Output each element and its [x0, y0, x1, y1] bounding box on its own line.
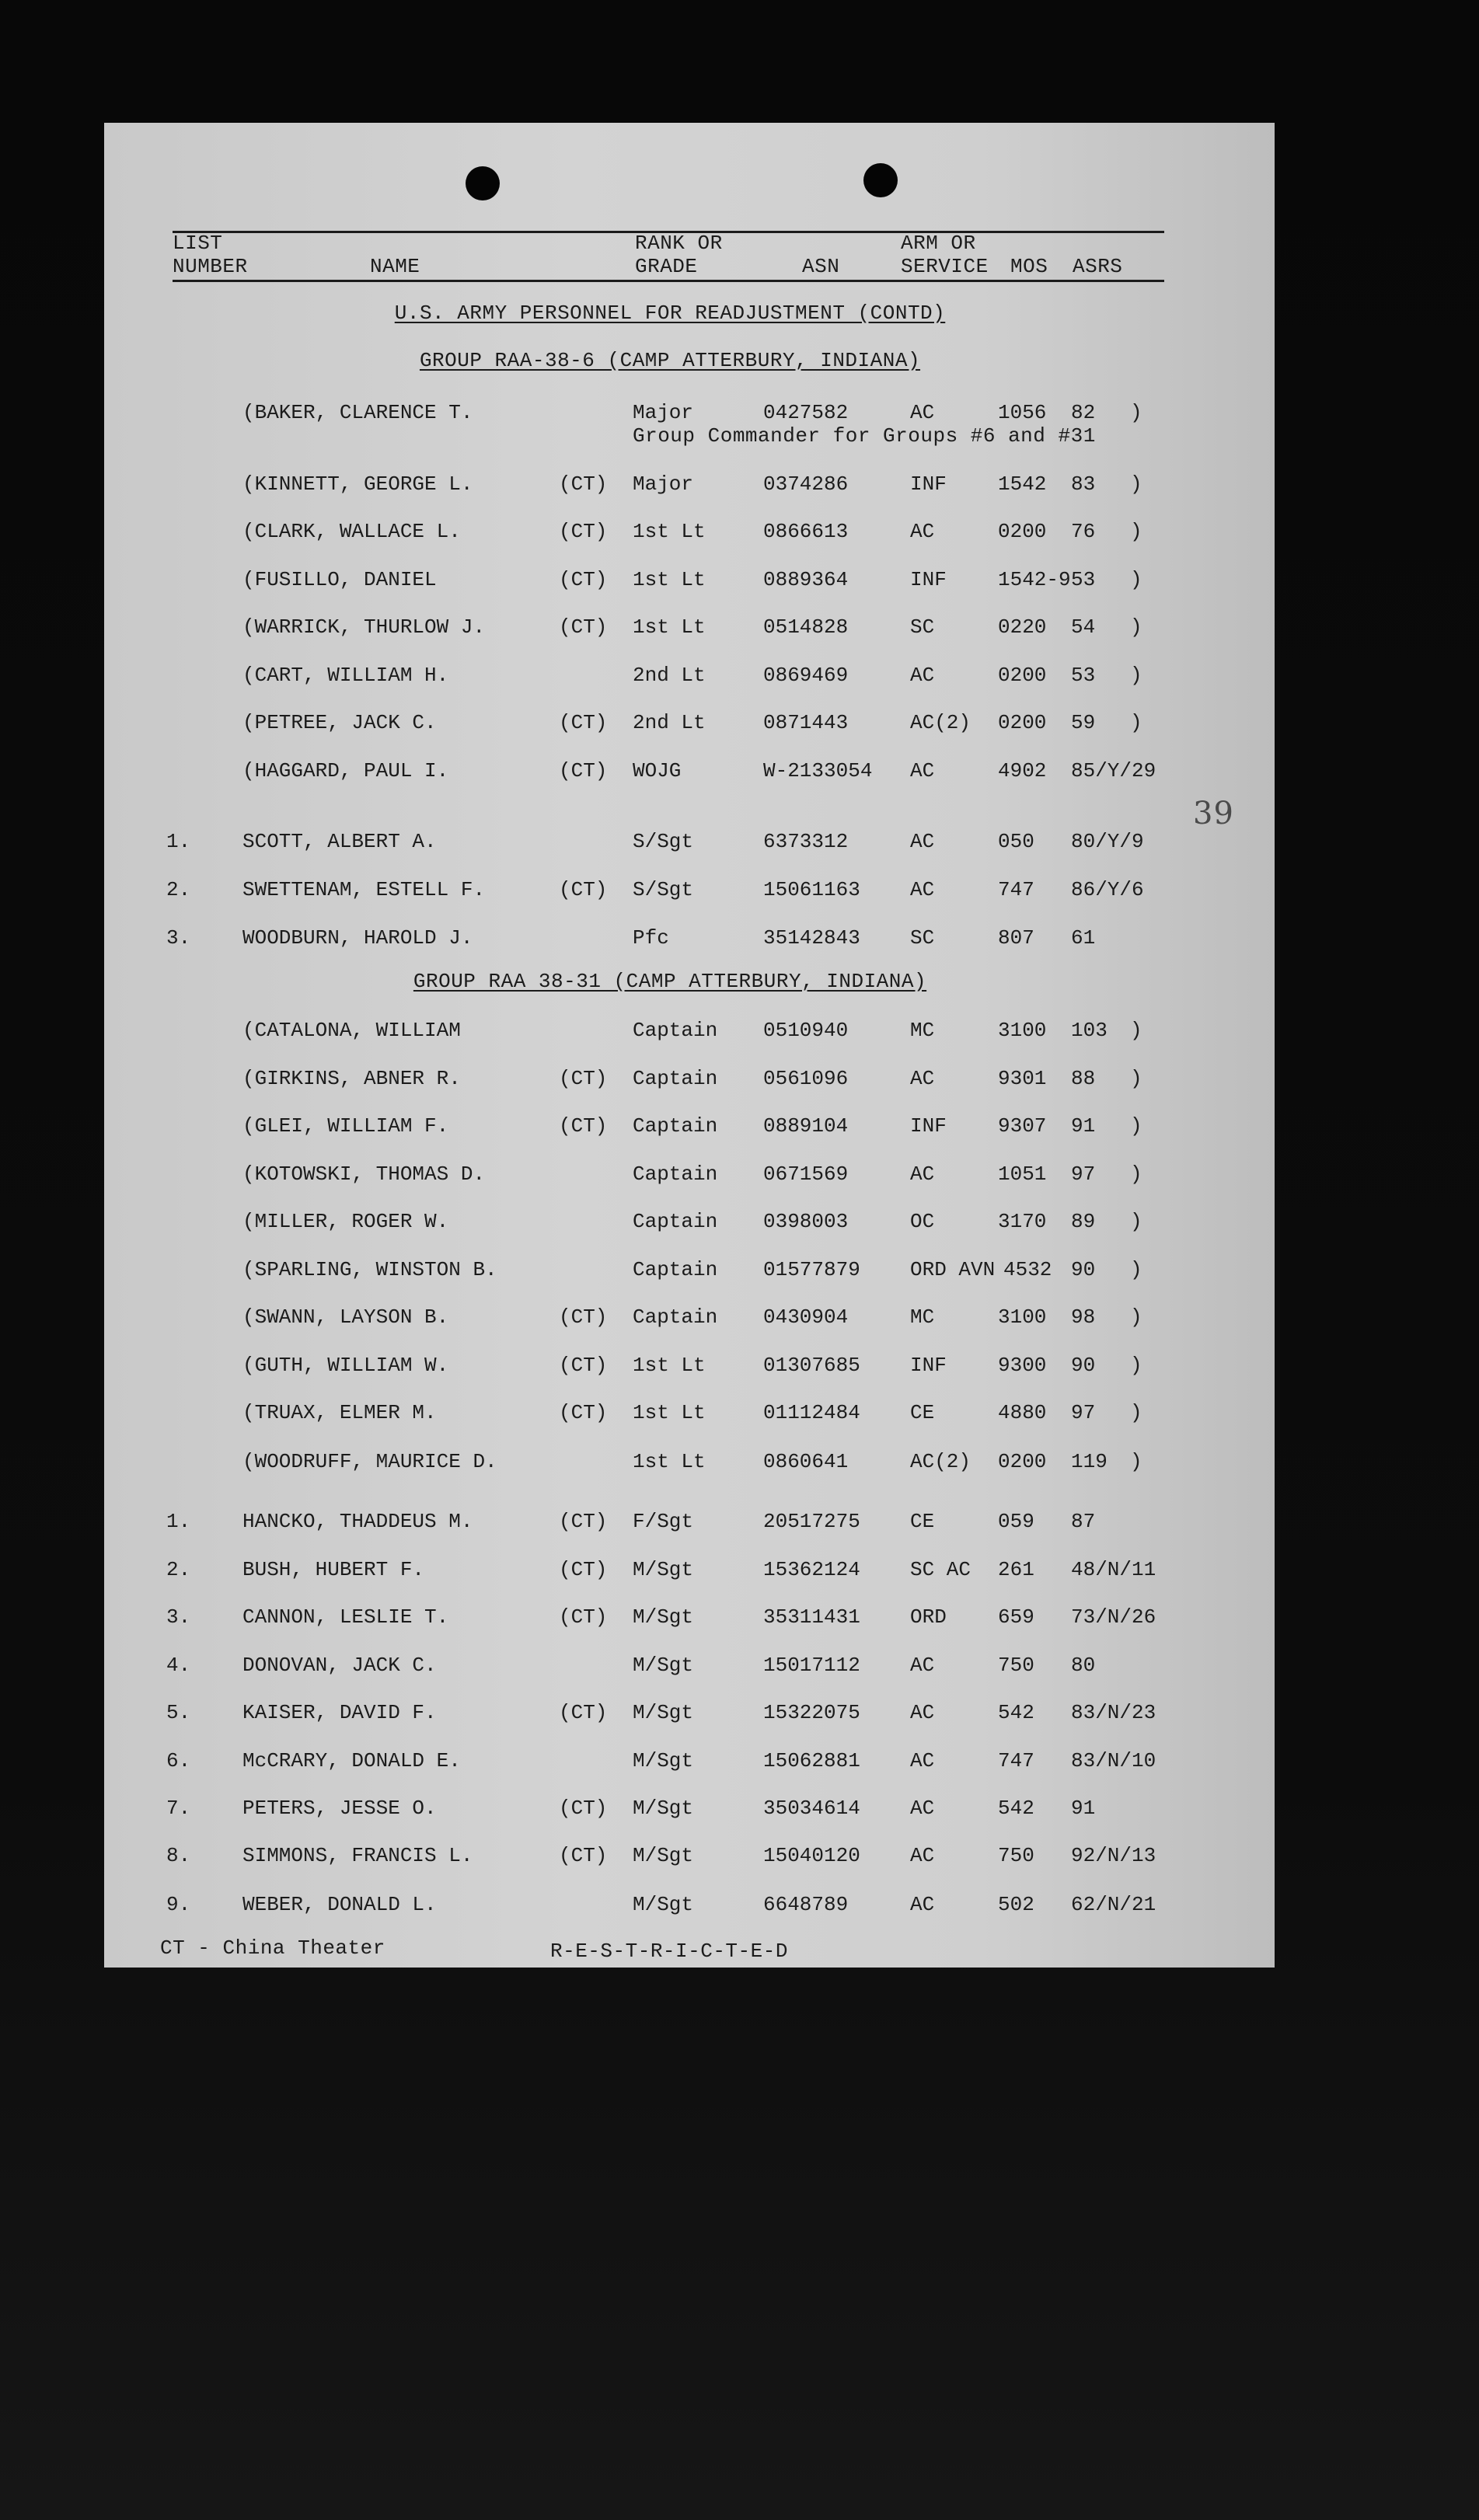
cell-rank: S/Sgt	[633, 878, 694, 901]
officer-row	[104, 1401, 1275, 1427]
cell-ct: (CT)	[559, 1605, 608, 1629]
cell-num: 2.	[166, 1558, 191, 1581]
cell-ct: (CT)	[559, 1558, 608, 1581]
cell-asn: 35142843	[763, 926, 860, 950]
cell-asrs: 92/N/13	[1071, 1844, 1156, 1867]
cell-rank: M/Sgt	[633, 1701, 694, 1724]
cell-asn: 0860641	[763, 1450, 849, 1473]
cell-arm: INF	[910, 472, 947, 496]
cell-ct: (CT)	[559, 711, 608, 734]
cell-mos: 0200	[998, 520, 1047, 543]
cell-close: )	[1130, 1450, 1142, 1473]
group-commander-note: Group Commander for Groups #6 and #31	[633, 424, 1096, 448]
cell-name: (BAKER, CLARENCE T.	[242, 401, 473, 424]
cell-rank: Major	[633, 472, 694, 496]
cell-ct: (CT)	[559, 878, 608, 901]
header-rank-1: RANK OR	[635, 232, 723, 255]
cell-asrs: 76	[1071, 520, 1096, 543]
cell-mos: 542	[998, 1701, 1034, 1724]
cell-mos: 9307	[998, 1114, 1047, 1138]
cell-rank: Captain	[633, 1067, 718, 1090]
cell-asrs: 119	[1071, 1450, 1108, 1473]
cell-rank: 1st Lt	[633, 615, 706, 639]
cell-asn: 01307685	[763, 1354, 860, 1377]
cell-name: (SWANN, LAYSON B.	[242, 1305, 449, 1329]
cell-rank: Captain	[633, 1114, 718, 1138]
cell-mos: 4532	[1003, 1258, 1052, 1281]
cell-name: (WARRICK, THURLOW J.	[242, 615, 486, 639]
cell-close: )	[1130, 1401, 1142, 1424]
cell-mos: 1051	[998, 1162, 1047, 1186]
officer-row	[104, 711, 1275, 737]
enlisted-row	[104, 1701, 1275, 1727]
cell-rank: 1st Lt	[633, 568, 706, 591]
cell-arm: AC	[910, 1654, 935, 1677]
cell-name: (CATALONA, WILLIAM	[242, 1019, 461, 1042]
cell-asn: W-2133054	[763, 759, 873, 782]
cell-arm: ORD AVN	[910, 1258, 996, 1281]
cell-asn: 0866613	[763, 520, 849, 543]
cell-ct: (CT)	[559, 1305, 608, 1329]
cell-asn: 0889364	[763, 568, 849, 591]
officer-row	[104, 1210, 1275, 1236]
cell-name: (MILLER, ROGER W.	[242, 1210, 449, 1233]
enlisted-row	[104, 1844, 1275, 1870]
cell-arm: INF	[910, 1114, 947, 1138]
officer-row	[104, 664, 1275, 690]
cell-name: SIMMONS, FRANCIS L.	[242, 1844, 473, 1867]
cell-num: 3.	[166, 1605, 191, 1629]
cell-arm: AC	[910, 1162, 935, 1186]
cell-rank: M/Sgt	[633, 1558, 694, 1581]
header-name: NAME	[370, 255, 420, 278]
cell-name: (FUSILLO, DANIEL	[242, 568, 437, 591]
cell-mos: 747	[998, 878, 1034, 901]
cell-close: )	[1130, 1067, 1142, 1090]
header-asrs: ASRS	[1073, 255, 1123, 278]
cell-asrs: 53	[1071, 664, 1096, 687]
cell-name: WEBER, DONALD L.	[242, 1893, 437, 1916]
cell-arm: INF	[910, 568, 947, 591]
officer-row	[104, 759, 1275, 786]
cell-close: )	[1130, 1210, 1142, 1233]
cell-asrs: 85/Y/29	[1071, 759, 1156, 782]
cell-ct: (CT)	[559, 568, 608, 591]
header-list-number-1: LIST	[173, 232, 223, 255]
cell-asn: 20517275	[763, 1510, 860, 1533]
cell-arm: CE	[910, 1510, 935, 1533]
cell-close: )	[1130, 1305, 1142, 1329]
cell-rank: Captain	[633, 1305, 718, 1329]
cell-ct: (CT)	[559, 1510, 608, 1533]
enlisted-row	[104, 878, 1275, 904]
cell-close: )	[1130, 1019, 1142, 1042]
cell-name: PETERS, JESSE O.	[242, 1797, 437, 1820]
cell-name: (WOODRUFF, MAURICE D.	[242, 1450, 497, 1473]
enlisted-row	[104, 1558, 1275, 1584]
cell-rank: M/Sgt	[633, 1749, 694, 1772]
cell-asn: 35311431	[763, 1605, 860, 1629]
cell-name: (HAGGARD, PAUL I.	[242, 759, 449, 782]
cell-rank: 2nd Lt	[633, 664, 706, 687]
officer-row	[104, 1162, 1275, 1189]
cell-asrs: 87	[1071, 1510, 1096, 1533]
cell-mos: 261	[998, 1558, 1034, 1581]
cell-arm: AC	[910, 401, 935, 424]
cell-mos: 750	[998, 1844, 1034, 1867]
cell-asn: 15322075	[763, 1701, 860, 1724]
cell-arm: AC(2)	[910, 1450, 971, 1473]
cell-arm: ORD	[910, 1605, 947, 1629]
cell-arm: AC	[910, 1893, 935, 1916]
officer-row	[104, 401, 1275, 427]
cell-asn: 6648789	[763, 1893, 849, 1916]
cell-mos: 1542	[998, 472, 1047, 496]
header-list-number-2: NUMBER	[173, 255, 248, 278]
cell-asrs: 83	[1071, 472, 1096, 496]
officer-row	[104, 1019, 1275, 1045]
cell-mos: 1542-9	[998, 568, 1071, 591]
cell-rank: Captain	[633, 1162, 718, 1186]
cell-asn: 6373312	[763, 830, 849, 853]
cell-close: )	[1130, 711, 1142, 734]
officer-row	[104, 472, 1275, 499]
header-arm-1: ARM OR	[901, 232, 976, 255]
officer-row	[104, 1450, 1275, 1476]
cell-num: 1.	[166, 1510, 191, 1533]
enlisted-row	[104, 926, 1275, 953]
cell-mos: 050	[998, 830, 1034, 853]
cell-arm: AC	[910, 830, 935, 853]
cell-ct: (CT)	[559, 1067, 608, 1090]
cell-mos: 9300	[998, 1354, 1047, 1377]
cell-close: )	[1130, 1114, 1142, 1138]
cell-mos: 807	[998, 926, 1034, 950]
cell-close: )	[1130, 615, 1142, 639]
cell-num: 9.	[166, 1893, 191, 1916]
cell-asn: 15362124	[763, 1558, 860, 1581]
cell-mos: 9301	[998, 1067, 1047, 1090]
enlisted-row	[104, 1510, 1275, 1536]
header-asn: ASN	[802, 255, 840, 278]
cell-asrs: 54	[1071, 615, 1096, 639]
document-title: U.S. ARMY PERSONNEL FOR READJUSTMENT (CONTD)	[394, 301, 946, 325]
cell-rank: M/Sgt	[633, 1893, 694, 1916]
cell-mos: 0220	[998, 615, 1047, 639]
cell-asn: 0374286	[763, 472, 849, 496]
cell-rank: Pfc	[633, 926, 669, 950]
cell-rank: M/Sgt	[633, 1797, 694, 1820]
cell-asn: 0430904	[763, 1305, 849, 1329]
cell-ct: (CT)	[559, 472, 608, 496]
cell-name: (PETREE, JACK C.	[242, 711, 437, 734]
cell-mos: 542	[998, 1797, 1034, 1820]
cell-close: )	[1130, 1258, 1142, 1281]
cell-asrs: 91	[1071, 1114, 1096, 1138]
cell-arm: AC	[910, 1797, 935, 1820]
cell-name: (TRUAX, ELMER M.	[242, 1401, 437, 1424]
cell-rank: M/Sgt	[633, 1605, 694, 1629]
enlisted-row	[104, 830, 1275, 856]
cell-asn: 0671569	[763, 1162, 849, 1186]
cell-asrs: 89	[1071, 1210, 1096, 1233]
cell-name: DONOVAN, JACK C.	[242, 1654, 437, 1677]
cell-name: CANNON, LESLIE T.	[242, 1605, 449, 1629]
cell-asn: 01112484	[763, 1401, 860, 1424]
cell-asrs: 91	[1071, 1797, 1096, 1820]
cell-mos: 0200	[998, 664, 1047, 687]
cell-mos: 659	[998, 1605, 1034, 1629]
cell-rank: M/Sgt	[633, 1654, 694, 1677]
cell-ct: (CT)	[559, 1401, 608, 1424]
cell-mos: 4902	[998, 759, 1047, 782]
cell-arm: AC	[910, 1844, 935, 1867]
enlisted-row	[104, 1797, 1275, 1823]
cell-num: 7.	[166, 1797, 191, 1820]
cell-name: (GLEI, WILLIAM F.	[242, 1114, 449, 1138]
cell-ct: (CT)	[559, 520, 608, 543]
cell-asrs: 86/Y/6	[1071, 878, 1144, 901]
header-rule-bottom	[173, 280, 1164, 282]
cell-asrs: 73/N/26	[1071, 1605, 1156, 1629]
cell-asn: 0398003	[763, 1210, 849, 1233]
cell-ct: (CT)	[559, 1797, 608, 1820]
officer-row	[104, 615, 1275, 642]
cell-asrs: 48/N/11	[1071, 1558, 1156, 1581]
cell-asrs: 88	[1071, 1067, 1096, 1090]
cell-rank: 1st Lt	[633, 1354, 706, 1377]
cell-asrs: 90	[1071, 1354, 1096, 1377]
cell-arm: CE	[910, 1401, 935, 1424]
cell-rank: Captain	[633, 1019, 718, 1042]
cell-rank: 1st Lt	[633, 1450, 706, 1473]
cell-name: (GIRKINS, ABNER R.	[242, 1067, 461, 1090]
cell-asrs: 97	[1071, 1162, 1096, 1186]
cell-asn: 0871443	[763, 711, 849, 734]
footer-legend: CT - China Theater	[160, 1936, 385, 1960]
cell-arm: AC	[910, 1749, 935, 1772]
cell-num: 6.	[166, 1749, 191, 1772]
cell-asn: 0514828	[763, 615, 849, 639]
cell-close: )	[1130, 568, 1142, 591]
cell-arm: SC	[910, 615, 935, 639]
cell-name: SCOTT, ALBERT A.	[242, 830, 437, 853]
cell-close: )	[1130, 472, 1142, 496]
cell-asn: 0427582	[763, 401, 849, 424]
cell-arm: AC	[910, 878, 935, 901]
cell-asrs: 59	[1071, 711, 1096, 734]
cell-asn: 35034614	[763, 1797, 860, 1820]
cell-asrs: 83/N/23	[1071, 1701, 1156, 1724]
cell-arm: OC	[910, 1210, 935, 1233]
cell-asn: 0561096	[763, 1067, 849, 1090]
cell-rank: S/Sgt	[633, 830, 694, 853]
cell-name: BUSH, HUBERT F.	[242, 1558, 425, 1581]
cell-rank: 1st Lt	[633, 1401, 706, 1424]
enlisted-row	[104, 1605, 1275, 1632]
cell-name: (KOTOWSKI, THOMAS D.	[242, 1162, 486, 1186]
officer-row	[104, 1354, 1275, 1380]
cell-arm: MC	[910, 1305, 935, 1329]
cell-mos: 3100	[998, 1019, 1047, 1042]
cell-arm: AC(2)	[910, 711, 971, 734]
cell-arm: SC AC	[910, 1558, 971, 1581]
cell-mos: 3170	[998, 1210, 1047, 1233]
cell-mos: 4880	[998, 1401, 1047, 1424]
header-arm-2: SERVICE	[901, 255, 989, 278]
cell-asn: 15062881	[763, 1749, 860, 1772]
cell-asrs: 90	[1071, 1258, 1096, 1281]
cell-num: 4.	[166, 1654, 191, 1677]
cell-mos: 0200	[998, 1450, 1047, 1473]
group-1-heading: GROUP RAA-38-6 (CAMP ATTERBURY, INDIANA)	[419, 349, 921, 372]
cell-mos: 750	[998, 1654, 1034, 1677]
enlisted-row	[104, 1893, 1275, 1919]
cell-close: )	[1130, 520, 1142, 543]
cell-num: 8.	[166, 1844, 191, 1867]
cell-asrs: 80	[1071, 1654, 1096, 1677]
officer-row	[104, 1067, 1275, 1093]
cell-asn: 0510940	[763, 1019, 849, 1042]
cell-rank: Captain	[633, 1210, 718, 1233]
officer-row	[104, 1114, 1275, 1141]
cell-ct: (CT)	[559, 1701, 608, 1724]
cell-name: (CLARK, WALLACE L.	[242, 520, 461, 543]
cell-arm: AC	[910, 664, 935, 687]
cell-name: (KINNETT, GEORGE L.	[242, 472, 473, 496]
cell-asrs: 80/Y/9	[1071, 830, 1144, 853]
cell-mos: 0200	[998, 711, 1047, 734]
cell-close: )	[1130, 664, 1142, 687]
enlisted-row	[104, 1654, 1275, 1680]
cell-rank: M/Sgt	[633, 1844, 694, 1867]
cell-ct: (CT)	[559, 1114, 608, 1138]
cell-num: 3.	[166, 926, 191, 950]
cell-num: 2.	[166, 878, 191, 901]
cell-arm: AC	[910, 1701, 935, 1724]
group-2-heading: GROUP RAA 38-31 (CAMP ATTERBURY, INDIANA)	[413, 970, 927, 993]
cell-arm: AC	[910, 759, 935, 782]
cell-arm: AC	[910, 520, 935, 543]
cell-ct: (CT)	[559, 759, 608, 782]
header-rank-2: GRADE	[635, 255, 698, 278]
cell-name: HANCKO, THADDEUS M.	[242, 1510, 473, 1533]
cell-ct: (CT)	[559, 1354, 608, 1377]
cell-num: 1.	[166, 830, 191, 853]
cell-mos: 1056	[998, 401, 1047, 424]
cell-arm: SC	[910, 926, 935, 950]
cell-name: KAISER, DAVID F.	[242, 1701, 437, 1724]
cell-asrs: 61	[1071, 926, 1096, 950]
cell-asrs: 97	[1071, 1401, 1096, 1424]
cell-ct: (CT)	[559, 615, 608, 639]
page-number: 39	[1193, 796, 1234, 831]
cell-rank: WOJG	[633, 759, 682, 782]
cell-arm: MC	[910, 1019, 935, 1042]
cell-asrs: 53	[1071, 568, 1096, 591]
cell-asrs: 82	[1071, 401, 1096, 424]
cell-ct: (CT)	[559, 1844, 608, 1867]
cell-name: (GUTH, WILLIAM W.	[242, 1354, 449, 1377]
header-mos: MOS	[1010, 255, 1048, 278]
cell-asrs: 62/N/21	[1071, 1893, 1156, 1916]
punch-hole-left	[466, 166, 500, 200]
cell-asn: 15017112	[763, 1654, 860, 1677]
officer-row	[104, 568, 1275, 594]
cell-asn: 15061163	[763, 878, 860, 901]
cell-asn: 15040120	[763, 1844, 860, 1867]
cell-name: SWETTENAM, ESTELL F.	[242, 878, 486, 901]
cell-asn: 01577879	[763, 1258, 860, 1281]
cell-asrs: 103	[1071, 1019, 1108, 1042]
cell-mos: 502	[998, 1893, 1034, 1916]
cell-close: )	[1130, 1354, 1142, 1377]
cell-asrs: 98	[1071, 1305, 1096, 1329]
cell-asn: 0889104	[763, 1114, 849, 1138]
cell-close: )	[1130, 1162, 1142, 1186]
punch-hole-right	[863, 163, 898, 197]
cell-mos: 747	[998, 1749, 1034, 1772]
cell-name: (SPARLING, WINSTON B.	[242, 1258, 497, 1281]
officer-row	[104, 520, 1275, 546]
classification-marking: R-E-S-T-R-I-C-T-E-D	[550, 1940, 788, 1963]
cell-arm: INF	[910, 1354, 947, 1377]
enlisted-row	[104, 1749, 1275, 1776]
document-page	[104, 123, 1275, 1968]
cell-rank: Major	[633, 401, 694, 424]
cell-rank: F/Sgt	[633, 1510, 694, 1533]
cell-name: (CART, WILLIAM H.	[242, 664, 449, 687]
cell-mos: 3100	[998, 1305, 1047, 1329]
officer-row	[104, 1258, 1275, 1284]
cell-rank: Captain	[633, 1258, 718, 1281]
cell-mos: 059	[998, 1510, 1034, 1533]
cell-num: 5.	[166, 1701, 191, 1724]
officer-row	[104, 1305, 1275, 1332]
cell-rank: 1st Lt	[633, 520, 706, 543]
cell-asrs: 83/N/10	[1071, 1749, 1156, 1772]
cell-name: WOODBURN, HAROLD J.	[242, 926, 473, 950]
cell-arm: AC	[910, 1067, 935, 1090]
cell-asn: 0869469	[763, 664, 849, 687]
cell-rank: 2nd Lt	[633, 711, 706, 734]
cell-close: )	[1130, 401, 1142, 424]
cell-name: McCRARY, DONALD E.	[242, 1749, 461, 1772]
